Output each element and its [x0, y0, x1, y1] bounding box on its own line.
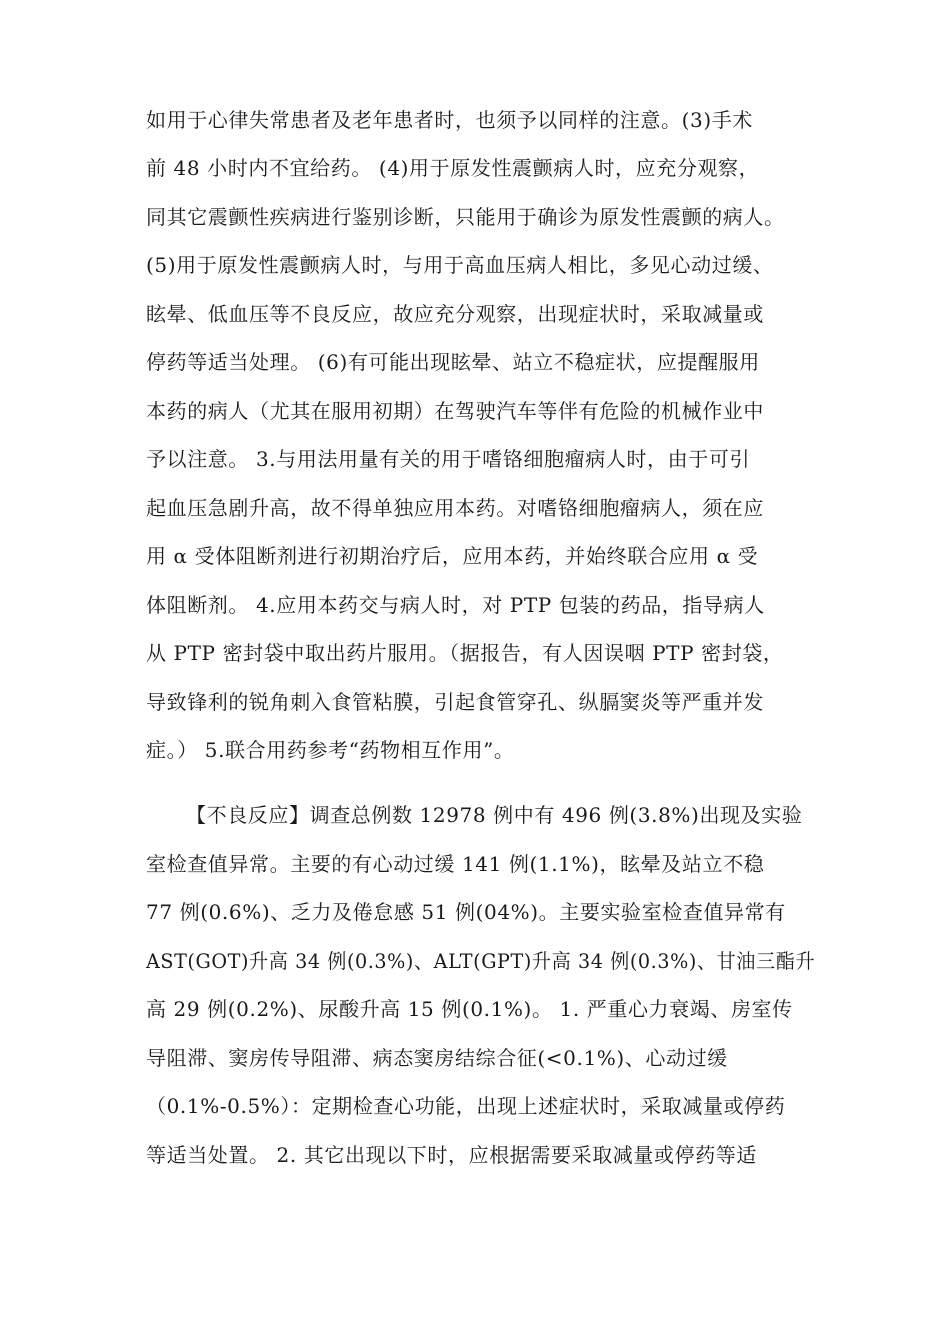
- text-line-14: 症。） 5.联合用药参考“药物相互作用”。: [146, 738, 515, 762]
- text-line-1: 如用于心律失常患者及老年患者时，也须予以同样的注意。(3)手术: [146, 108, 753, 132]
- text-line-12: 从 PTP 密封袋中取出药片服用。（据报告，有人因误咽 PTP 密封袋，: [146, 641, 784, 665]
- text-line-5: 眩晕、低血压等不良反应，故应充分观察，出现症状时，采取减量或: [146, 302, 764, 326]
- text-line-16: 室检查值异常。主要的有心动过缓 141 例(1.1%)，眩晕及站立不稳: [146, 852, 765, 876]
- adverse-reactions-heading-line: 【不良反应】调查总例数 12978 例中有 496 例(3.8%)出现及实验: [186, 803, 803, 827]
- text-line-8: 予以注意。 3.与用法用量有关的用于嗜铬细胞瘤病人时，由于可引: [146, 447, 751, 471]
- text-line-7: 本药的病人（尤其在服用初期）在驾驶汽车等伴有危险的机械作业中: [146, 399, 764, 423]
- text-line-21: （0.1%-0.5%）：定期检查心功能，出现上述症状时，采取减量或停药: [146, 1094, 786, 1118]
- text-line-22: 等适当处置。 2. 其它出现以下时，应根据需要采取减量或停药等适: [146, 1143, 757, 1167]
- text-line-18: AST(GOT)升高 34 例(0.3%)、ALT(GPT)升高 34 例(0.3%)、甘油三酯升: [146, 949, 816, 973]
- text-line-10: 用 α 受体阻断剂进行初期治疗后，应用本药，并始终联合应用 α 受: [146, 544, 759, 568]
- text-line-2: 前 48 小时内不宜给药。 (4)用于原发性震颤病人时，应充分观察，: [146, 156, 760, 180]
- text-line-20: 导阻滞、窦房传导阻滞、病态窦房结综合征(<0.1%)、心动过缓: [146, 1046, 728, 1070]
- text-line-11: 体阻断剂。 4.应用本药交与病人时，对 PTP 包装的药品，指导病人: [146, 593, 765, 617]
- text-line-6: 停药等适当处理。 (6)有可能出现眩晕、站立不稳症状，应提醒服用: [146, 350, 760, 374]
- text-line-4: (5)用于原发性震颤病人时，与用于高血压病人相比，多见心动过缓、: [146, 253, 774, 277]
- text-line-3: 同其它震颤性疾病进行鉴别诊断，只能用于确诊为原发性震颤的病人。: [146, 205, 785, 229]
- text-line-9: 起血压急剧升高，故不得单独应用本药。对嗜铬细胞瘤病人，须在应: [146, 496, 764, 520]
- text-line-13: 导致锋利的锐角刺入食管粘膜，引起食管穿孔、纵膈窦炎等严重并发: [146, 690, 764, 714]
- text-line-19: 高 29 例(0.2%)、尿酸升高 15 例(0.1%)。 1. 严重心力衰竭、房室传: [146, 997, 793, 1021]
- text-line-17: 77 例(0.6%)、乏力及倦怠感 51 例(04%)。主要实验室检查值异常有: [146, 900, 786, 924]
